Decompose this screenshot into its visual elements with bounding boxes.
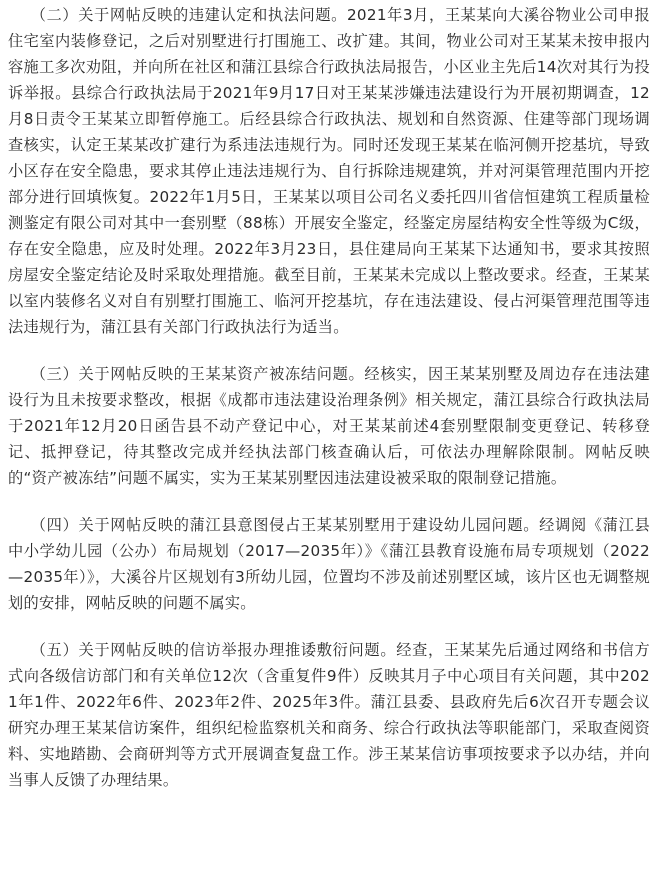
paragraph-kindergarten: （四）关于网帖反映的蒲江县意图侵占王某某别墅用于建设幼儿园问题。经调阅《蒲江县中小学幼儿园（公办）布局规划（2017—2035年）》《蒲江县教育设施布局专项规划（2022—2035年）》，大溪谷片区规划有3所幼儿园，位置均不涉及前述别墅区域，该片区也无调整规划的安排，网帖反映的问题不属实。: [8, 516, 650, 612]
paragraph-illegal-construction: （二）关于网帖反映的违建认定和执法问题。2021年3月，王某某向大溪谷物业公司申报住宅室内装修登记，之后对别墅进行打围施工、改扩建。其间，物业公司对王某某未按申报内容施工多次劝阻，并向所在社区和蒲江县综合行政执法局报告，小区业主先后14次对其行为投诉举报。县综合行政执法局于2021年9月17日对王某某涉嫌违法建设行为开展初期调查，12月8日责令王某某立即暂停施工。后经县综合行政执法、规划和自然资源、住建等部门现场调查核实，认定王某某改扩建行为系违法违规行为。同时还发现王某某在临河侧开挖基坑，导致小区存在安全隐患，要求其停止违法违规行为、自行拆除违规建筑，并对河渠管理范围内开挖部分进行回填恢复。2022年1月5日，王某某以项目公司名义委托四川省信恒建筑工程质量检测鉴定有限公司对其中一套别墅（88栋）开展安全鉴定，经鉴定房屋结构安全性等级为C级，存在安全隐患，应及时处理。2022年3月23日，县住建局向王某某下达通知书，要求其按照房屋安全鉴定结论及时采取处理措施。截至目前，王某某未完成以上整改要求。经查，王某某以室内装修名义对自有别墅打围施工、临河开挖基坑，存在违法建设、侵占河渠管理范围等违法违规行为，蒲江县有关部门行政执法行为适当。: [8, 6, 650, 336]
paragraph-asset-freeze: （三）关于网帖反映的王某某资产被冻结问题。经核实，因王某某别墅及周边存在违法建设行为且未按要求整改，根据《成都市违法建设治理条例》相关规定，蒲江县综合行政执法局于2021年12月20日函告县不动产登记中心，对王某某前述4套别墅限制变更登记、转移登记、抵押登记，待其整改完成并经执法部门核查确认后，可依法办理解除限制。网帖反映的“资产被冻结”问题不属实，实为王某某别墅因违法建设被采取的限制登记措施。: [8, 365, 650, 487]
paragraph-petition-handling: （五）关于网帖反映的信访举报办理推诿敷衍问题。经查，王某某先后通过网络和书信方式向各级信访部门和有关单位12次（含重复件9件）反映其月子中心项目有关问题，其中2021年1件、2022年6件、2023年2件、2025年3件。蒲江县委、县政府先后6次召开专题会议研究办理王某某信访案件，组织纪检监察机关和商务、综合行政执法等职能部门，采取查阅资料、实地踏勘、会商研判等方式开展调查复盘工作。涉王某某信访事项按要求予以办结，并向当事人反馈了办理结果。: [8, 641, 650, 789]
